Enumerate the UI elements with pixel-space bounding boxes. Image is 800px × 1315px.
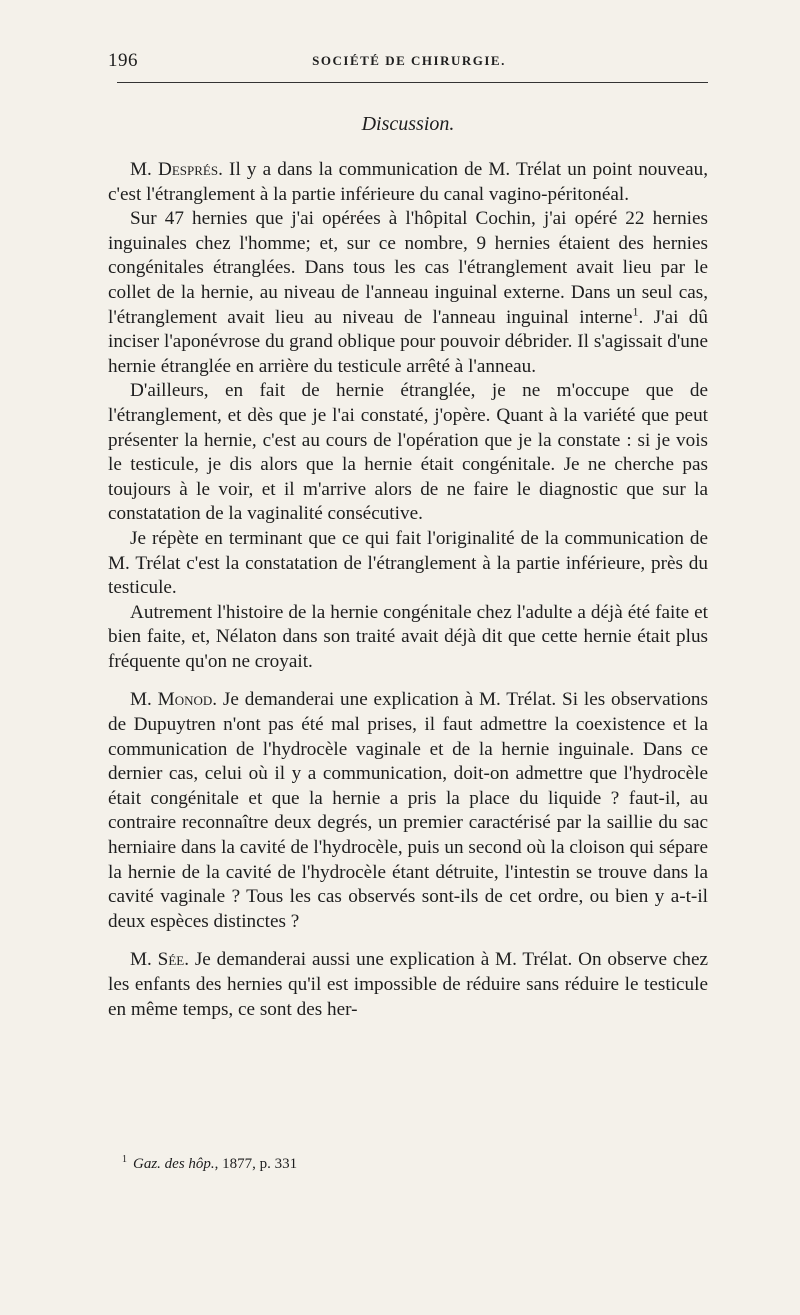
paragraph-text: . J'ai dû inciser l'aponévrose du grand oblique pour pouvoir débrider. Il s'agissait d'une hernie étranglée en arrière du testicule arrêté à l'anneau. <box>108 306 708 377</box>
footnote-mark: 1 <box>122 1154 127 1165</box>
paragraph-despres-3: D'ailleurs, en fait de hernie étranglée, je ne m'occupe que de l'étranglement, et dès que je l'ai constaté, j'opère. Quant à la variété que peut présenter la hernie, c'est au cours de l'opération que je la constate : si je vois le testicule, je dis alors que la hernie était congénitale. Je ne cherche pas toujours à le voir, et il m'arrive alors de ne faire le diagnostic que sur la constatation de la vaginalité consécutive. <box>108 380 708 525</box>
page-header <box>108 50 710 74</box>
page-body <box>108 110 708 1022</box>
footnote-reference: 1 <box>632 304 639 319</box>
header-rule <box>117 82 708 83</box>
paragraph-monod <box>108 688 708 934</box>
paragraph-text: Il y a dans la communication de M. Trélat un point nouveau, c'est l'étranglement à la partie inférieure du canal vagino-péritonéal. <box>108 159 708 205</box>
paragraph-text: Sur 47 hernies que j'ai opérées à l'hôpital Cochin, j'ai opéré 22 hernies inguinales chez l'homme; et, sur ce nombre, 9 hernies étaient des hernies congénitales étranglées. Dans tous les cas l'étranglement avait lieu par le collet de la hernie, au niveau de l'anneau inguinal externe. Dans un seul cas, l'étranglement avait lieu au niveau de l'anneau inguinal interne <box>108 208 708 328</box>
speaker-name: M. Després. <box>130 159 223 180</box>
paragraph-see <box>108 948 708 1022</box>
page-number: 196 <box>108 50 138 71</box>
section-title: Discussion. <box>361 113 455 135</box>
footnote-source: Gaz. des hôp. <box>133 1156 215 1172</box>
paragraph-despres-2 <box>108 207 708 379</box>
paragraph-text: Je demanderai une explication à M. Trélat. Si les observations de Dupuytren n'ont pas été mal prises, il faut admettre la coexistence et la communication de l'hydrocèle vaginale et de la hernie inguinale. Dans ce dernier cas, celui où il y a communication, doit-on admettre que l'hydrocèle était congénitale et que la hernie a pris la place du liquide ? faut-il, au contraire reconnaître deux degrés, un premier caractérisé par la saillie du sac herniaire dans la cavité de l'hydrocèle, puis un second où la cloison qui sépare la hernie de la cavité de l'hydrocèle étant détruite, l'intestin se trouve dans la cavité vaginale ? Tous les cas observés sont-ils de cet ordre, ou bien y a-t-il deux espèces distinctes ? <box>108 689 708 932</box>
footnote <box>122 1154 708 1173</box>
paragraph-despres-4: Je répète en terminant que ce qui fait l'originalité de la communication de M. Trélat c'est la constatation de l'étranglement à la partie inférieure, près du testicule. <box>108 527 708 599</box>
footnote-rest: , 1877, p. 331 <box>214 1156 298 1172</box>
paragraph-text: Je demanderai aussi une explication à M. Trélat. On observe chez les enfants des hernies qu'il est impossible de réduire sans réduire le testicule en même temps, ce sont des her- <box>108 949 708 1020</box>
paragraph-despres-1 <box>108 158 708 207</box>
speaker-name: M. Sée. <box>130 949 190 971</box>
running-head: SOCIÉTÉ DE CHIRURGIE. <box>312 53 506 68</box>
speaker-name: M. Monod. <box>130 689 218 711</box>
paragraph-despres-5: Autrement l'histoire de la hernie congénitale chez l'adulte a déjà été faite et bien faite, et, Nélaton dans son traité avait déjà dit que cette hernie était plus fréquente qu'on ne croyait. <box>108 601 708 672</box>
